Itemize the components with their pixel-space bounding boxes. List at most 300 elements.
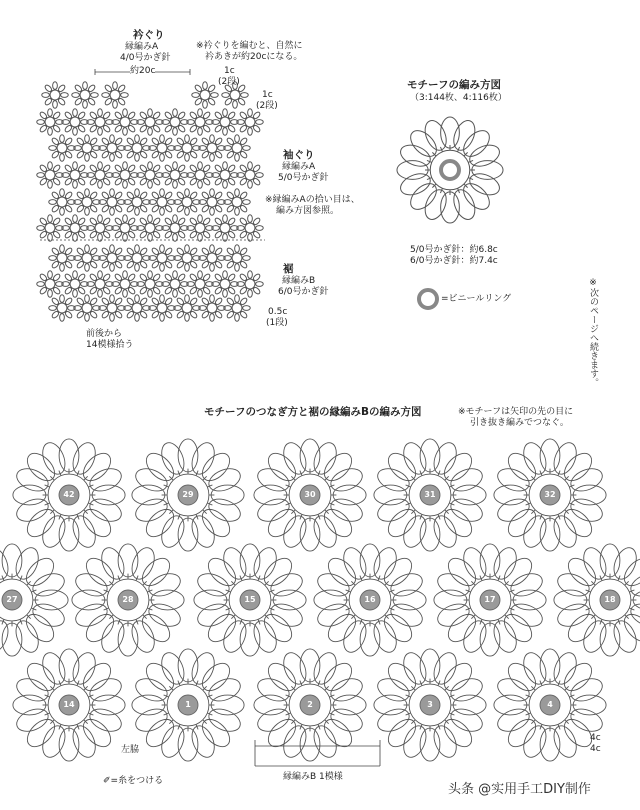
- petal: [206, 495, 244, 526]
- motif-size-2: 6/0号かぎ針：約7.4c: [410, 256, 498, 266]
- petal: [160, 207, 165, 215]
- motif-inner-ring: [157, 303, 167, 313]
- motif-size-1: 5/0号かぎ針：約6.8c: [410, 245, 498, 255]
- petal: [87, 674, 125, 705]
- petal: [248, 215, 253, 223]
- motif-number: 18: [604, 595, 616, 604]
- petal: [132, 464, 170, 495]
- petal: [87, 464, 125, 495]
- motif-inner-ring: [45, 223, 55, 233]
- motif-inner-ring: [245, 170, 255, 180]
- motif-inner-ring: [157, 253, 167, 263]
- petal: [279, 723, 310, 761]
- schematic-motif: [74, 245, 101, 272]
- schematic-motif: [237, 109, 264, 136]
- petal: [69, 439, 100, 477]
- schematic-motif: [224, 245, 251, 272]
- petal: [160, 263, 165, 271]
- petal: [38, 513, 69, 551]
- petal: [235, 207, 240, 215]
- motif-inner-ring: [95, 170, 105, 180]
- motif-inner-ring: [107, 303, 117, 313]
- petal: [248, 127, 253, 135]
- petal: [37, 226, 45, 231]
- petal: [250, 618, 281, 656]
- schematic-motif: [87, 162, 114, 189]
- motif-inner-ring: [120, 223, 130, 233]
- ring-legend-icon: [419, 290, 437, 308]
- schematic-motif: [124, 189, 151, 216]
- petal: [314, 600, 352, 631]
- joined-motif: [554, 544, 640, 656]
- motif-inner-ring: [182, 197, 192, 207]
- petal: [399, 649, 430, 687]
- petal: [300, 728, 320, 761]
- petal: [420, 649, 440, 682]
- petal: [97, 544, 128, 582]
- petal: [118, 544, 138, 577]
- schematic-motif: [49, 189, 76, 216]
- hem-pickup-2: 14模様拾う: [86, 340, 134, 350]
- petal: [173, 215, 178, 223]
- petal: [2, 544, 22, 577]
- petal: [185, 135, 190, 143]
- motif-inner-ring: [57, 253, 67, 263]
- schematic-motif: [112, 215, 139, 242]
- schematic-motif: [62, 215, 89, 242]
- petal: [120, 93, 128, 98]
- petal: [69, 513, 100, 551]
- petal: [185, 245, 190, 253]
- petal: [135, 263, 140, 271]
- petal: [519, 649, 550, 687]
- petal: [110, 189, 115, 197]
- petal: [53, 82, 58, 90]
- petal: [98, 215, 103, 223]
- petal: [38, 649, 69, 687]
- petal: [573, 695, 606, 715]
- petal: [85, 313, 90, 321]
- side-label: 左脇: [121, 745, 140, 755]
- petal: [279, 439, 310, 477]
- petal: [254, 495, 292, 526]
- schematic-motif: [187, 215, 214, 242]
- petal: [519, 723, 550, 761]
- watermark: 头条 @实用手工DIY制作: [448, 782, 591, 797]
- petal: [467, 170, 503, 199]
- motif-inner-ring: [132, 253, 142, 263]
- petal: [148, 162, 153, 170]
- joining-note-1: ※モチーフは矢印の先の目に: [458, 407, 574, 417]
- petal: [300, 439, 320, 472]
- motif-inner-ring: [57, 303, 67, 313]
- petal: [339, 544, 370, 582]
- schematic-motif: [49, 135, 76, 162]
- petal: [160, 135, 165, 143]
- hem-dim: 0.5c: [268, 307, 288, 317]
- petal: [459, 618, 490, 656]
- schematic-motif: [37, 271, 64, 298]
- petal: [98, 289, 103, 297]
- petal: [223, 215, 228, 223]
- schematic-motif: [149, 245, 176, 272]
- motif-title: モチーフの編み方図: [407, 79, 501, 91]
- petal: [420, 518, 440, 551]
- petal: [148, 271, 153, 279]
- motif-number: 17: [484, 595, 496, 604]
- petal: [148, 109, 153, 117]
- petal: [135, 295, 140, 303]
- schematic-motif: [37, 162, 64, 189]
- petal: [128, 544, 159, 582]
- petal: [157, 723, 188, 761]
- petal: [310, 513, 341, 551]
- motif-inner-ring: [45, 279, 55, 289]
- petal: [210, 263, 215, 271]
- petal: [85, 263, 90, 271]
- petal: [420, 728, 440, 761]
- petal: [132, 495, 170, 526]
- petal: [279, 513, 310, 551]
- petal: [173, 162, 178, 170]
- petal: [254, 674, 292, 705]
- petal: [494, 674, 532, 705]
- hem-title: 裾: [283, 263, 294, 275]
- petal: [579, 618, 610, 656]
- petal: [185, 295, 190, 303]
- petal: [188, 513, 219, 551]
- hem-pickup-1: 前後から: [86, 329, 123, 339]
- petal: [92, 485, 125, 505]
- yarn-attach-icon: ✐: [103, 776, 111, 786]
- schematic-motif: [124, 245, 151, 272]
- petal: [600, 623, 620, 656]
- schematic-motif: [212, 162, 239, 189]
- motif-inner-ring: [232, 303, 242, 313]
- petal: [198, 180, 203, 188]
- petal: [494, 695, 527, 715]
- petal: [178, 728, 198, 761]
- petal: [210, 189, 215, 197]
- petal: [69, 649, 100, 687]
- petal: [310, 649, 341, 687]
- petal: [48, 127, 53, 135]
- petal: [173, 180, 178, 188]
- petal: [250, 544, 281, 582]
- petal: [30, 569, 68, 600]
- motif-inner-ring: [82, 143, 92, 153]
- petal: [48, 180, 53, 188]
- petal: [210, 245, 215, 253]
- petal: [73, 162, 78, 170]
- neckline-dim2-rows: (2段): [256, 101, 278, 111]
- schematic-motif: [74, 189, 101, 216]
- petal: [328, 705, 366, 736]
- petal: [540, 518, 560, 551]
- schematic-motif: [162, 215, 189, 242]
- neckline-width: 約20c: [130, 66, 156, 76]
- petal: [240, 93, 248, 98]
- petal: [72, 600, 110, 631]
- petal: [160, 245, 165, 253]
- petal: [223, 162, 228, 170]
- schematic-motif: [42, 82, 69, 109]
- petal: [194, 600, 232, 631]
- petal: [254, 705, 292, 736]
- petal: [240, 623, 260, 656]
- schematic-motif: [137, 162, 164, 189]
- petal: [60, 153, 65, 161]
- motif-inner-ring: [245, 117, 255, 127]
- petal: [374, 495, 412, 526]
- petal: [242, 306, 250, 311]
- motif-inner-ring: [170, 223, 180, 233]
- schematic-motif: [99, 295, 126, 322]
- petal: [494, 495, 532, 526]
- garment-schematic: [37, 82, 264, 322]
- petal: [113, 100, 118, 108]
- schematic-motif: [212, 215, 239, 242]
- motif-inner-ring: [157, 143, 167, 153]
- petal: [568, 495, 606, 526]
- petal: [300, 649, 320, 682]
- petal: [49, 146, 57, 151]
- motif-number: 4: [547, 700, 553, 709]
- petal: [328, 495, 366, 526]
- motif-inner-ring: [220, 223, 230, 233]
- petal: [185, 263, 190, 271]
- motif-inner-ring: [132, 143, 142, 153]
- petal: [48, 215, 53, 223]
- petal: [248, 289, 253, 297]
- petal: [83, 100, 88, 108]
- petal: [59, 518, 79, 551]
- motif-number: 16: [364, 595, 376, 604]
- petal: [360, 544, 380, 577]
- motif-number: 31: [424, 490, 436, 499]
- petal: [540, 728, 560, 761]
- petal: [235, 135, 240, 143]
- motif-inner-ring: [95, 117, 105, 127]
- petal: [60, 295, 65, 303]
- petal: [255, 120, 263, 125]
- petal: [300, 518, 320, 551]
- petal: [448, 495, 486, 526]
- schematic-motif: [112, 271, 139, 298]
- petal: [399, 439, 430, 477]
- petal: [13, 464, 51, 495]
- petal: [211, 485, 244, 505]
- petal: [600, 544, 620, 577]
- petal: [248, 271, 253, 279]
- hem-pattern: 縁編みB: [282, 276, 316, 286]
- petal: [222, 93, 230, 98]
- petal: [178, 649, 198, 682]
- petal: [60, 313, 65, 321]
- schematic-motif: [87, 109, 114, 136]
- petal: [37, 282, 45, 287]
- motif-inner-ring: [132, 197, 142, 207]
- schematic-motif: [212, 271, 239, 298]
- motif-number: 14: [63, 700, 75, 709]
- petal: [30, 600, 68, 631]
- schematic-motif: [174, 245, 201, 272]
- petal: [333, 695, 366, 715]
- petal: [206, 674, 244, 705]
- petal: [494, 705, 532, 736]
- petal: [123, 271, 128, 279]
- petal: [110, 263, 115, 271]
- ring-legend-label: =ビニールリング: [441, 294, 512, 304]
- petal: [135, 135, 140, 143]
- motif-inner-ring: [145, 223, 155, 233]
- petal: [223, 289, 228, 297]
- petal: [173, 289, 178, 297]
- repeat-label: 縁編みB 1模様: [283, 772, 343, 782]
- motif-inner-ring: [220, 279, 230, 289]
- motif-inner-ring: [207, 197, 217, 207]
- neckline-dim1: 1c: [224, 66, 235, 76]
- petal: [434, 590, 467, 610]
- petal: [110, 135, 115, 143]
- schematic-motif: [187, 162, 214, 189]
- petal: [13, 485, 46, 505]
- petal: [374, 485, 407, 505]
- petal: [399, 723, 430, 761]
- schematic-motif: [112, 162, 139, 189]
- schematic-motif: [137, 271, 164, 298]
- schematic-motif: [74, 295, 101, 322]
- motif-number: 30: [304, 490, 316, 499]
- schematic-motif: [37, 109, 64, 136]
- petal: [430, 649, 461, 687]
- petal: [123, 127, 128, 135]
- petal: [98, 180, 103, 188]
- motif-inner-ring: [157, 197, 167, 207]
- petal: [60, 135, 65, 143]
- schematic-motif: [137, 215, 164, 242]
- schematic-motif: [149, 135, 176, 162]
- petal: [550, 649, 581, 687]
- petal: [85, 189, 90, 197]
- petal: [198, 271, 203, 279]
- petal: [92, 695, 125, 715]
- motif-inner-ring: [195, 170, 205, 180]
- motif-number: 2: [307, 700, 313, 709]
- neckline-note-2: 衿あきが約20cになる。: [205, 52, 303, 62]
- petal: [430, 513, 461, 551]
- motif-inner-ring: [120, 170, 130, 180]
- petal: [421, 117, 450, 153]
- petal: [235, 263, 240, 271]
- petal: [540, 649, 560, 682]
- schematic-motif: [162, 162, 189, 189]
- petal: [198, 289, 203, 297]
- hem-dim-rows: (1段): [266, 318, 288, 328]
- petal: [160, 153, 165, 161]
- schematic-motif: [162, 109, 189, 136]
- motif-inner-ring: [120, 279, 130, 289]
- petal: [132, 705, 170, 736]
- armhole-note-2: 編み方図参照。: [276, 206, 340, 216]
- petal: [148, 180, 153, 188]
- petal: [554, 569, 592, 600]
- motif-number: 3: [427, 700, 433, 709]
- petal: [242, 200, 250, 205]
- joining-title: モチーフのつなぎ方と裾の縁編みBの編み方図: [204, 406, 422, 418]
- petal: [37, 120, 45, 125]
- neckline-dim2: 1c: [262, 90, 273, 100]
- petal: [48, 289, 53, 297]
- petal: [49, 256, 57, 261]
- petal: [441, 117, 460, 148]
- motif-inner-ring: [182, 303, 192, 313]
- petal: [73, 127, 78, 135]
- petal: [85, 153, 90, 161]
- petal: [374, 705, 412, 736]
- schematic-motif: [187, 271, 214, 298]
- petal: [198, 215, 203, 223]
- petal: [60, 245, 65, 253]
- petal: [87, 495, 125, 526]
- petal: [72, 93, 80, 98]
- petal: [420, 439, 440, 472]
- petal: [210, 295, 215, 303]
- petal: [494, 485, 527, 505]
- petal: [151, 590, 184, 610]
- petal: [210, 207, 215, 215]
- motif-inner-ring: [232, 253, 242, 263]
- right-marker-rows: 4c: [590, 744, 601, 754]
- petal: [568, 674, 606, 705]
- petal: [519, 513, 550, 551]
- schematic-motif: [212, 109, 239, 136]
- petal: [72, 590, 105, 610]
- petal: [2, 623, 22, 656]
- motif-inner-ring: [70, 170, 80, 180]
- motif-inner-ring: [430, 150, 470, 190]
- petal: [148, 215, 153, 223]
- motif-inner-ring: [50, 90, 60, 100]
- petal: [37, 173, 45, 178]
- petal: [568, 464, 606, 495]
- petal: [480, 544, 500, 577]
- petal: [123, 215, 128, 223]
- right-marker: 4c: [590, 733, 601, 743]
- petal: [38, 439, 69, 477]
- petal: [554, 590, 587, 610]
- motif-inner-ring: [107, 197, 117, 207]
- petal: [188, 439, 219, 477]
- petal: [59, 439, 79, 472]
- petal: [173, 109, 178, 117]
- legend-tie-yarn-label: =糸をつける: [110, 776, 164, 786]
- petal: [198, 127, 203, 135]
- petal: [619, 609, 640, 646]
- motif-inner-ring: [95, 279, 105, 289]
- petal: [242, 256, 250, 261]
- petal: [370, 618, 401, 656]
- motif-inner-ring: [110, 90, 120, 100]
- petal: [38, 723, 69, 761]
- petal: [568, 705, 606, 736]
- petal: [192, 93, 200, 98]
- schematic-motif: [237, 162, 264, 189]
- petal: [235, 295, 240, 303]
- schematic-motif: [74, 135, 101, 162]
- petal: [448, 674, 486, 705]
- petal: [421, 187, 450, 223]
